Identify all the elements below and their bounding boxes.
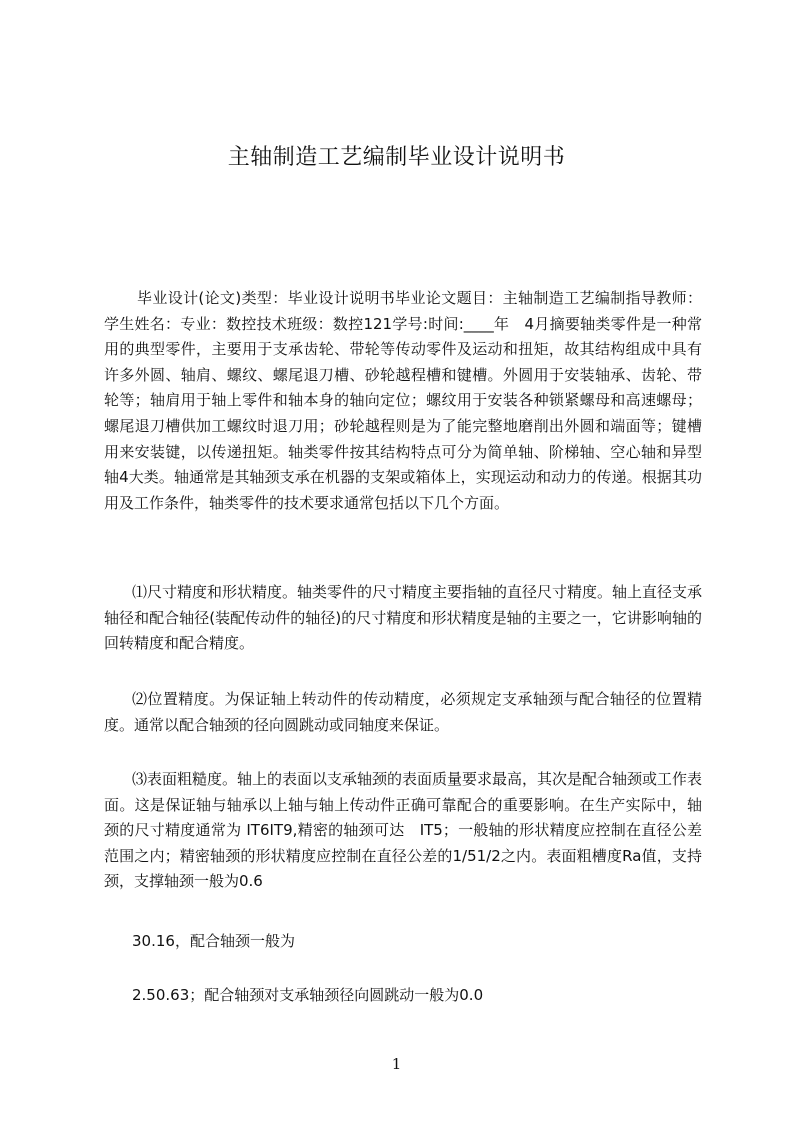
paragraph-abstract: 毕业设计(论文)类型：毕业设计说明书毕业论文题目：主轴制造工艺编制指导教师：学生姓名：专业：数控技术班级：数控121学号:时间:____年 4月摘要轴类零件是一种常用的典型零件，主要用于支承齿轮、带轮等传动零件及运动和扭矩，故其结构组成中具有许多外圆、轴肩、螺纹、螺尾退刀槽、砂轮越程槽和键槽。外圆用于安装轴承、齿轮、带轮等；轴肩用于轴上零件和轴本身的轴向定位；螺纹用于安装各种锁紧螺母和高速螺母；螺尾退刀槽供加工螺纹时退刀用；砂轮越程则是为了能完整地磨削出外圆和端面等；键槽用来安装键，以传递扭矩。轴类零件按其结构特点可分为简单轴、阶梯轴、空心轴和异型轴4大类。轴通常是其轴颈支承在机器的支架或箱体上，实现运动和动力的传递。根据其功用及工作条件，轴类零件的技术要求通常包括以下几个方面。 (104, 289, 702, 512)
paragraph-fragment-1: 30.16，配合轴颈一般为 (132, 932, 295, 950)
paragraph-surface-roughness: ⑶表面粗糙度。轴上的表面以支承轴颈的表面质量要求最高，其次是配合轴颈或工作表面。这是保证轴与轴承以上轴与轴上传动件正确可靠配合的重要影响。在生产实际中，轴颈的尺寸精度通常为 IT6IT9,精密的轴颈可达 IT5；一般轴的形状精度应控制在直径公差范围之内；精密轴颈的形状精度应控制在直径公差的1/51/2之内。表面粗槽度Ra值，支持颈，支撑轴颈一般为0.6 (104, 770, 702, 891)
paragraph-dimension-accuracy: ⑴尺寸精度和形状精度。轴类零件的尺寸精度主要指轴的直径尺寸精度。轴上直径支承轴径和配合轴径(装配传动件的轴径)的尺寸精度和形状精度是轴的主要之一，它讲影响轴的回转精度和配合精度。 (104, 583, 702, 653)
paragraph-fragment-2: 2.50.63；配合轴颈对支承轴颈径向圆跳动一般为0.0 (132, 986, 484, 1004)
paragraph-position-accuracy: ⑵位置精度。为保证轴上转动件的传动精度，必须规定支承轴颈与配合轴径的位置精度。通常以配合轴颈的径向圆跳动或同轴度来保证。 (104, 690, 702, 734)
document-title: 主轴制造工艺编制毕业设计说明书 (227, 145, 566, 170)
page-number: 1 (391, 1055, 402, 1073)
